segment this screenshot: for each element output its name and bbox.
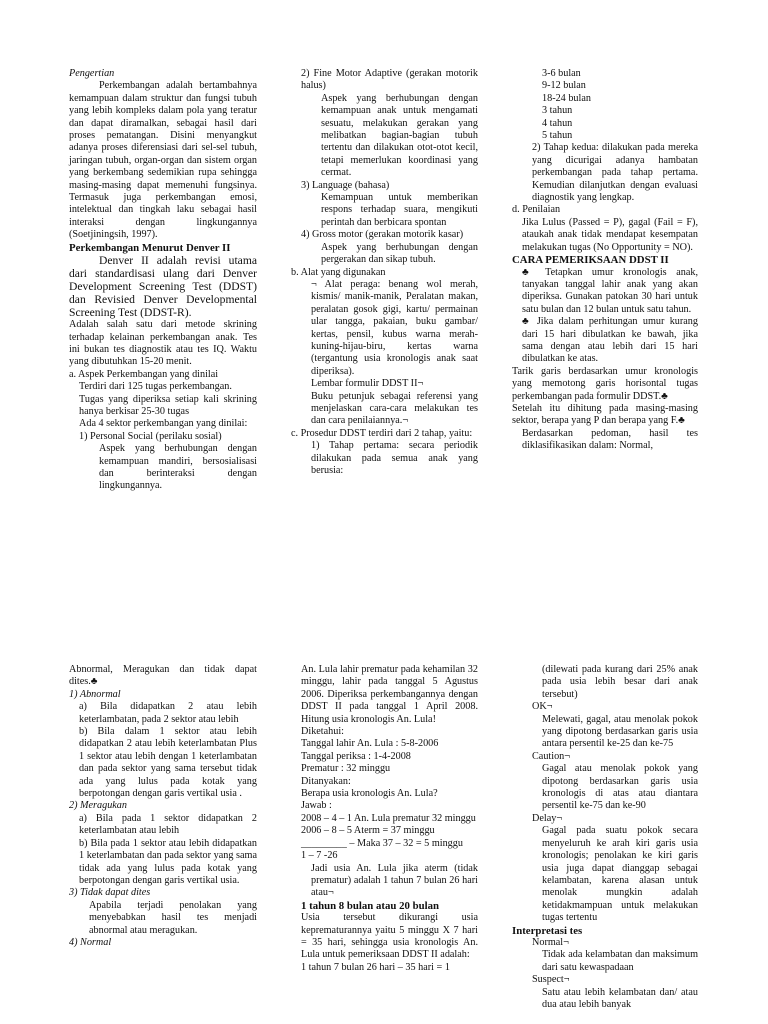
paragraph: c. Prosedur DDST terdiri dari 2 tahap, yaitu: bbox=[291, 427, 473, 439]
top-column-2 bbox=[291, 68, 478, 477]
paragraph: _________ – Maka 37 – 32 = 5 minggu bbox=[301, 837, 463, 849]
paragraph: 1 tahun 7 bulan 26 hari – 35 hari = 1 bbox=[301, 961, 450, 973]
paragraph: Suspect¬ bbox=[532, 974, 570, 986]
paragraph: 3) Tidak dapat dites bbox=[69, 887, 151, 899]
paragraph: b) Bila pada 1 sektor atau lebih didapatkan 1 keterlambatan dan pada sektor yang sama tidak ada yang lulus pada kotak yang berpotongan dengan garis vertikal usia. bbox=[79, 837, 257, 886]
paragraph: Kemampuan untuk memberikan respons terhadap suara, mengikuti perintah dan berbicara spontan bbox=[321, 192, 478, 228]
paragraph: 5 tahun bbox=[542, 130, 573, 142]
bottom-column-2 bbox=[291, 664, 478, 974]
top-column-1 bbox=[69, 68, 257, 493]
paragraph: Jika Lulus (Passed = P), gagal (Fail = F), ataukah anak tidak mendapat kesempatan melakukan tugas (No Opportunity = NO). bbox=[522, 216, 698, 253]
paragraph: 4 tahun bbox=[542, 117, 573, 129]
paragraph: OK¬ bbox=[532, 701, 553, 713]
paragraph: 1) Abnormal bbox=[69, 688, 121, 700]
paragraph: a) Bila didapatkan 2 atau lebih keterlambatan, pada 2 sektor atau lebih bbox=[79, 701, 257, 725]
paragraph: 1) Tahap pertama: secara periodik dilakukan pada semua anak yang berusia: bbox=[311, 440, 478, 476]
paragraph: ¬ Alat peraga: benang wol merah, kismis/ manik-manik, Peralatan makan, peralatan gosok gigi, kartu/ permainan ular tangga, pakaian, buku gambar/ kertas, pensil, kubus warna merah-kuning-hijau-biru, kertas warna (tergantung usia kronologis anak saat diperiksa). bbox=[311, 278, 478, 377]
paragraph: Jadi usia An. Lula jika aterm (tidak prematur) adalah 1 tahun 7 bulan 26 hari atau¬ bbox=[311, 862, 478, 899]
bottom-column-3 bbox=[512, 664, 698, 1011]
paragraph: b) Bila dalam 1 sektor atau lebih didapatkan 2 atau lebih keterlambatan Plus 1 sektor atau lebih dengan 1 keterlambatan dan pada sektor yang sama tersebut tidak ada yang lulus pada kotak yang berpotongan dengan garis vertikal usia . bbox=[79, 726, 257, 800]
paragraph: Berdasarkan pedoman, hasil tes diklasifikasikan dalam: Normal, bbox=[522, 427, 698, 452]
paragraph: Ditanyakan: bbox=[301, 775, 351, 787]
paragraph: Terdiri dari 125 tugas perkembangan. bbox=[79, 381, 232, 393]
paragraph: Setelah itu dihitung pada masing-masing sektor, berapa yang P dan berapa yang F.♣ bbox=[512, 402, 698, 427]
paragraph: Abnormal, Meragukan dan tidak dapat dites.♣ bbox=[69, 664, 257, 688]
paragraph: Usia tersebut dikurangi usia keprematurannya yaitu 5 minggu X 7 hari = 35 hari, sehingga usia kronologis An. Lula untuk pemeriksaan DDST II adalah: bbox=[301, 912, 478, 961]
paragraph: 1) Personal Social (perilaku sosial) bbox=[79, 430, 222, 442]
paragraph: 18-24 bulan bbox=[542, 92, 591, 104]
paragraph: 3 tahun bbox=[542, 105, 573, 117]
paragraph: Satu atau lebih kelambatan dan/ atau dua atau lebih banyak bbox=[542, 986, 698, 1010]
section-heading: Perkembangan Menurut Denver II bbox=[69, 241, 231, 254]
paragraph: Prematur : 32 minggu bbox=[301, 763, 391, 775]
paragraph: a) Bila pada 1 sektor didapatkan 2 keterlambatan atau lebih bbox=[79, 812, 257, 837]
paragraph: Adalah salah satu dari metode skrining terhadap kelainan perkembangan anak. Tes ini bukan tes diagnostik atau tes IQ. Waktu yang dibutuhkan 15-20 menit. bbox=[69, 319, 257, 368]
section-heading: CARA PEMERIKSAAN DDST II bbox=[512, 254, 669, 267]
paragraph: 2006 – 8 – 5 Aterm = 37 minggu bbox=[301, 825, 435, 837]
paragraph: Berapa usia kronologis An. Lula? bbox=[301, 788, 438, 800]
paragraph: 1 – 7 -26 bbox=[301, 850, 338, 862]
paragraph: 4) Normal bbox=[69, 936, 112, 948]
paragraph: Diketahui: bbox=[301, 726, 345, 738]
paragraph: 2) Meragukan bbox=[69, 800, 127, 812]
paragraph: Jawab : bbox=[301, 800, 332, 812]
paragraph: (dilewati pada kurang dari 25% anak pada usia lebih besar dari anak tersebut) bbox=[542, 664, 698, 700]
paragraph: Caution¬ bbox=[532, 750, 571, 762]
paragraph: Apabila terjadi penolakan yang menyebabkan hasil tes menjadi abnormal atau meragukan. bbox=[89, 899, 257, 936]
paragraph: ♣ Tetapkan umur kronologis anak, tanyakan tanggal lahir anak yang akan diperiksa. Gunakan patokan 30 hari untuk satu bulan dan 12 bulan untuk satu tahun. bbox=[522, 266, 698, 315]
paragraph: Aspek yang berhubungan dengan kemampuan anak untuk mengamati sesuatu, melakukan gerakan yang melibatkan bagian-bagian tubuh tertentu dan dilakukan otot-otot kecil, tetapi memerlukan koordinasi yang cermat. bbox=[321, 92, 478, 179]
paragraph: Tugas yang diperiksa setiap kali skrining hanya berkisar 25-30 tugas bbox=[79, 393, 257, 417]
paragraph: Perkembangan adalah bertambahnya kemampuan dalam struktur dan fungsi tubuh yang lebih kompleks dalam pola yang teratur dan dapat diramalkan, sebagai hasil dari proses pematangan. Disini menyangkut adanya proses diferensiasi dari sel-sel tubuh, jaringan tubuh, organ-organ dan sistem organ yang berkembang sedemikian rupa sehingga masing-masing dapat memenuhi fungsinya. Termasuk juga perkembangan emosi, intelektual dan tingkah laku sebagai hasil interaksi dengan lingkungannya (Soetjiningsih, 1997). bbox=[69, 80, 257, 241]
paragraph: An. Lula lahir prematur pada kehamilan 32 minggu, lahir pada tanggal 5 Agustus 2006. Diperiksa perkembangannya dengan DDST II pada tanggal 1 April 2008. Hitung usia kronologis An. Lula! bbox=[301, 664, 478, 725]
section-heading: Interpretasi tes bbox=[512, 924, 583, 937]
paragraph: 3-6 bulan bbox=[542, 68, 581, 79]
paragraph: 2) Tahap kedua: dilakukan pada mereka yang dicurigai adanya hambatan perkembangan pada tahap pertama. Kemudian dilanjutkan dengan evaluasi diagnostik yang lengkap. bbox=[532, 142, 698, 204]
paragraph: Ada 4 sektor perkembangan yang dinilai: bbox=[79, 418, 248, 430]
section-heading: 1 tahun 8 bulan atau 20 bulan bbox=[301, 899, 440, 912]
paragraph: 4) Gross motor (gerakan motorik kasar) bbox=[301, 229, 464, 241]
paragraph: Buku petunjuk sebagai referensi yang menjelaskan cara-cara melakukan tes dan cara penilaiannya.¬ bbox=[311, 390, 478, 427]
bottom-column-1 bbox=[69, 664, 257, 949]
paragraph: Lembar formulir DDST II¬ bbox=[311, 378, 424, 390]
paragraph: Aspek yang berhubungan dengan pergerakan dan sikap tubuh. bbox=[321, 241, 478, 266]
paragraph: Tarik garis berdasarkan umur kronologis yang memotong garis horisontal tugas perkembangan pada formulir DDST.♣ bbox=[512, 365, 698, 402]
paragraph: Melewati, gagal, atau menolak pokok yang dipotong berdasarkan garis usia antara persentil ke-25 dan ke-75 bbox=[542, 713, 698, 750]
paragraph: a. Aspek Perkembangan yang dinilai bbox=[69, 368, 219, 380]
paragraph: Gagal atau menolak pokok yang dipotong berdasarkan garis usia kronologis di atas atau diantara persentil ke-75 dan ke-90 bbox=[542, 763, 698, 812]
paragraph: 2008 – 4 – 1 An. Lula prematur 32 minggu bbox=[301, 812, 476, 824]
paragraph: Normal¬ bbox=[532, 936, 569, 948]
paragraph: 3) Language (bahasa) bbox=[301, 179, 390, 191]
paragraph: b. Alat yang digunakan bbox=[291, 266, 386, 278]
section-heading: Pengertian bbox=[69, 68, 115, 79]
paragraph: Denver II adalah revisi utama dari standardisasi ulang dari Denver Development Screening Test (DDST) dan Revisied Denver Developmental Screening Test (DDST-R). bbox=[69, 254, 257, 320]
paragraph: 9-12 bulan bbox=[542, 80, 586, 92]
paragraph: Delay¬ bbox=[532, 812, 563, 824]
paragraph: Tidak ada kelambatan dan maksimum dari satu kewaspadaan bbox=[542, 949, 698, 973]
paragraph: Tanggal periksa : 1-4-2008 bbox=[301, 750, 411, 762]
paragraph: Aspek yang berhubungan dengan kemampuan mandiri, bersosialisasi dan berinteraksi dengan lingkungannya. bbox=[99, 443, 257, 492]
paragraph: d. Penilaian bbox=[512, 204, 561, 216]
paragraph: Tanggal lahir An. Lula : 5-8-2006 bbox=[301, 738, 439, 750]
paragraph: ♣ Jika dalam perhitungan umur kurang dari 15 hari dibulatkan ke bawah, jika sama dengan atau lebih dari 15 hari dibulatkan ke atas. bbox=[522, 316, 698, 365]
paragraph: Gagal pada suatu pokok secara menyeluruh ke arah kiri garis usia kronologis; penolakan ke kiri garis usia juga dapat dianggap sebagai kelambatan, karena alasan untuk menolak mungkin adalah ketidakmampuan untuk melakukan tugas tertentu bbox=[542, 825, 698, 924]
paragraph: 2) Fine Motor Adaptive (gerakan motorik halus) bbox=[301, 68, 478, 92]
top-column-3 bbox=[512, 68, 698, 453]
